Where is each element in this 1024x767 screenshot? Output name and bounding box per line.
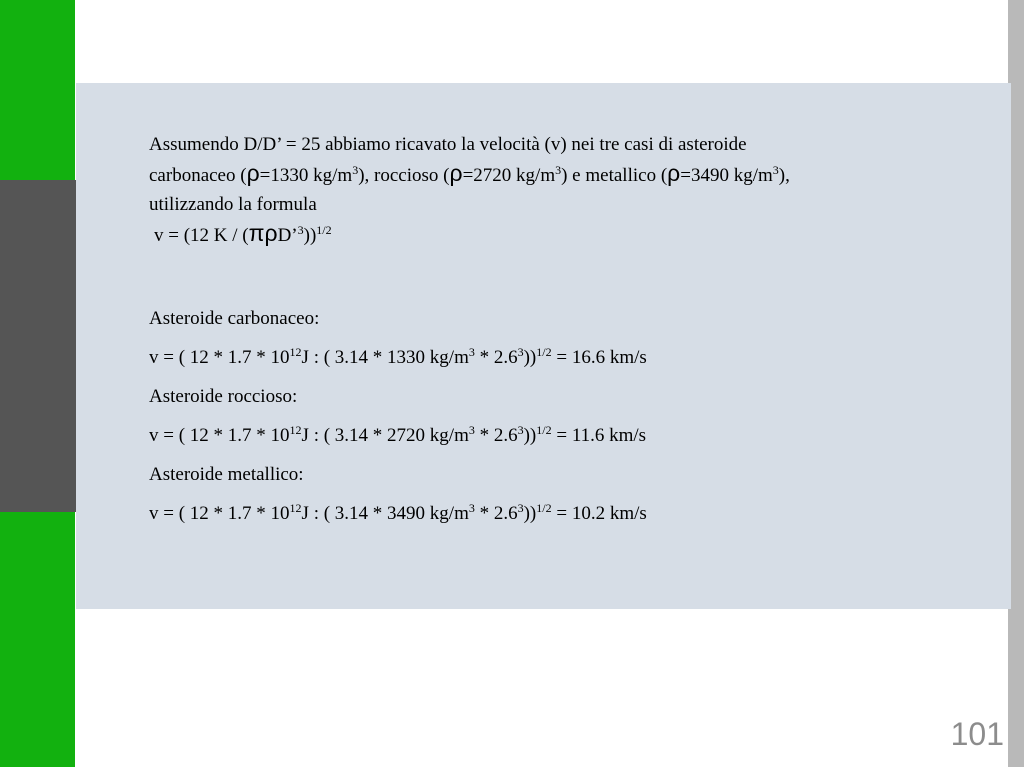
exponent: 3 xyxy=(517,423,524,437)
case-calculation xyxy=(149,494,949,533)
calc-text: v = ( 12 * 1.7 * 10 xyxy=(149,425,290,446)
exponent: 1/2 xyxy=(536,501,552,515)
intro-text: carbonaceo ( xyxy=(149,165,247,186)
exponent: 3 xyxy=(517,501,524,515)
density-value: 1330 xyxy=(387,347,426,368)
calc-text: J : ( 3.14 * xyxy=(301,425,388,446)
calc-text: )) xyxy=(523,503,537,524)
rho-symbol: ρ xyxy=(667,160,681,186)
exponent: 1/2 xyxy=(536,345,552,359)
calc-text: = xyxy=(551,425,572,446)
calc-text: kg/m xyxy=(425,503,469,524)
left-dark-accent-block xyxy=(0,180,76,512)
calc-text: kg/m xyxy=(425,425,469,446)
exponent: 3 xyxy=(517,345,524,359)
intro-text: =2720 kg/m xyxy=(462,165,556,186)
calc-text: = xyxy=(551,347,572,368)
calc-text: )) xyxy=(523,425,537,446)
formula-text: v = (12 K / ( xyxy=(154,225,249,246)
calc-text: J : ( 3.14 * xyxy=(301,347,388,368)
exponent: 3 xyxy=(772,163,779,177)
calc-text: v = ( 12 * 1.7 * 10 xyxy=(149,503,290,524)
case-label: Asteroide roccioso: xyxy=(149,386,298,407)
exponent: 3 xyxy=(352,163,359,177)
case-calculation xyxy=(149,416,949,455)
exponent: 3 xyxy=(297,223,304,237)
case-calculation xyxy=(149,338,949,377)
case-label: Asteroide metallico: xyxy=(149,464,304,485)
exponent: 12 xyxy=(289,423,302,437)
intro-text: ), roccioso ( xyxy=(358,165,450,186)
exponent: 3 xyxy=(555,163,562,177)
calc-text: = xyxy=(551,503,572,524)
result-value: 11.6 km/s xyxy=(571,425,647,446)
density-value: 2720 xyxy=(387,425,426,446)
exponent: 1/2 xyxy=(536,423,552,437)
spacer xyxy=(149,250,949,299)
density-value: 3490 xyxy=(387,503,426,524)
pi-rho-symbols: πρ xyxy=(248,220,278,246)
intro-line-3: utilizzando la formula xyxy=(149,194,317,215)
exponent: 3 xyxy=(468,501,475,515)
intro-text: =3490 kg/m xyxy=(680,165,773,186)
case-label: Asteroide carbonaceo: xyxy=(149,308,320,329)
calc-text: J : ( 3.14 * xyxy=(301,503,388,524)
formula-text: )) xyxy=(303,225,317,246)
intro-text: ), xyxy=(778,165,790,186)
calc-text: * 2.6 xyxy=(474,347,518,368)
intro-text: ) e metallico ( xyxy=(561,165,668,186)
intro-paragraph xyxy=(149,130,949,219)
calc-text: * 2.6 xyxy=(474,503,518,524)
calc-text: v = ( 12 * 1.7 * 10 xyxy=(149,347,290,368)
calc-text: )) xyxy=(523,347,537,368)
rho-symbol: ρ xyxy=(246,160,260,186)
exponent: 12 xyxy=(289,501,302,515)
result-value: 10.2 km/s xyxy=(571,503,647,524)
calc-text: kg/m xyxy=(425,347,469,368)
slide-text-body xyxy=(149,130,949,533)
calc-text: * 2.6 xyxy=(474,425,518,446)
exponent: 3 xyxy=(468,345,475,359)
exponent: 12 xyxy=(289,345,302,359)
exponent: 3 xyxy=(468,423,475,437)
result-value: 16.6 km/s xyxy=(571,347,647,368)
formula-text: D’ xyxy=(277,225,298,246)
velocity-formula xyxy=(149,219,949,250)
exponent: 1/2 xyxy=(316,223,332,237)
intro-text: =1330 kg/m xyxy=(259,165,353,186)
page-number: 101 xyxy=(950,716,1004,752)
rho-symbol: ρ xyxy=(449,160,463,186)
intro-line-1: Assumendo D/D’ = 25 abbiamo ricavato la velocità (v) nei tre casi di asteroide xyxy=(149,134,747,155)
